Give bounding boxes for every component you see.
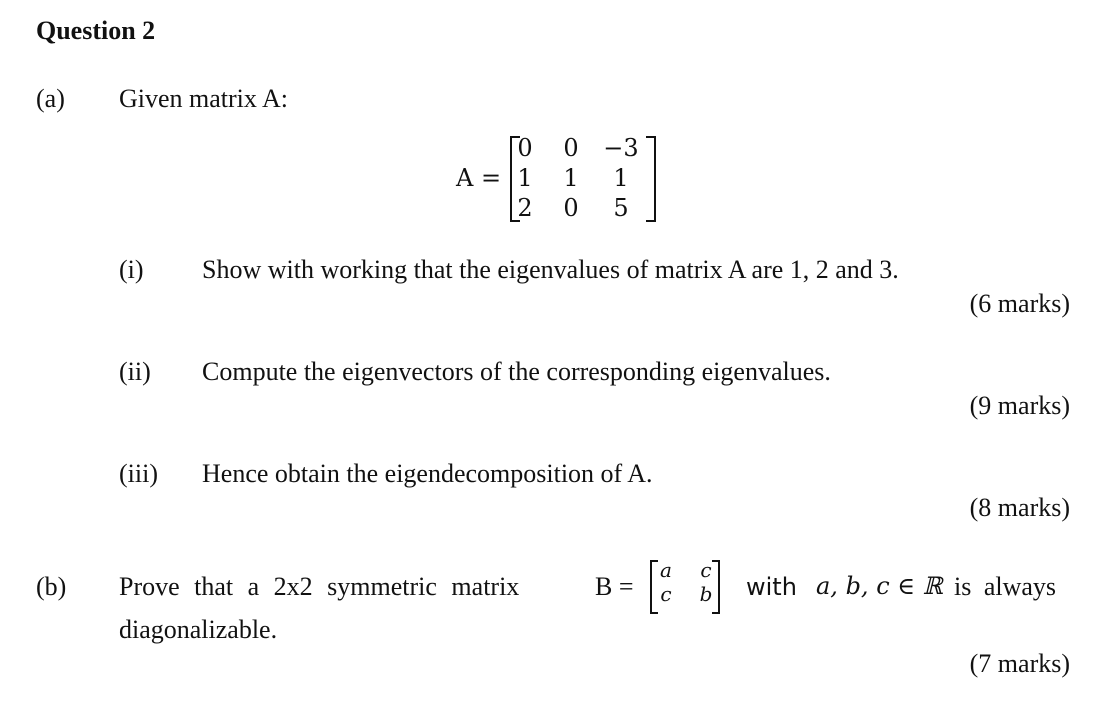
part-b-with: with [746,573,797,601]
part-b-label: (b) [36,572,67,601]
subpart-text: Compute the eigenvectors of the corresponding eigenvalues. [202,357,831,386]
matrix-b-cell: a [660,558,672,582]
subpart-text: Hence obtain the eigendecomposition of A. [202,459,653,488]
marks-label: (6 marks) [969,289,1070,318]
part-b-text: Prove that a 2x2 symmetric matrix [119,572,520,601]
part-b-line2: diagonalizable. [119,615,278,644]
matrix-a-cell: 1 [613,164,629,192]
part-a-intro: Given matrix A: [119,84,288,113]
matrix-a-cell: 0 [563,194,579,222]
subpart-label: (ii) [119,357,151,386]
subpart-label: (iii) [119,459,158,488]
matrix-a-cell: −3 [603,134,639,162]
matrix-b-cell: b [699,582,713,606]
matrix-b [644,556,724,614]
question-title: Question 2 [36,16,156,45]
subpart-label: (i) [119,255,144,284]
part-b-text-after: is always [954,572,1057,601]
matrix-a-cell: 1 [563,164,579,192]
marks-label: (7 marks) [969,649,1070,678]
matrix-a-cell: 5 [613,194,629,222]
matrix-b-right-bracket [712,560,720,614]
matrix-a-cell: 2 [517,194,533,222]
matrix-b-cell: c [700,558,712,582]
matrix-a-lhs: A = [456,164,502,192]
matrix-b-lhs: B = [595,572,634,601]
matrix-a-cell: 1 [517,164,533,192]
marks-label: (8 marks) [969,493,1070,522]
part-b-condition: a, b, c ∈ ℝ [816,572,943,600]
subpart-text: Show with working that the eigenvalues of matrix A are 1, 2 and 3. [202,255,899,284]
marks-label: (9 marks) [969,391,1070,420]
matrix-b-cell: c [660,582,672,606]
matrix-a-cell: 0 [517,134,533,162]
part-a-label: (a) [36,84,65,113]
matrix-a-cell: 0 [563,134,579,162]
matrix-a-right-bracket [646,136,656,222]
